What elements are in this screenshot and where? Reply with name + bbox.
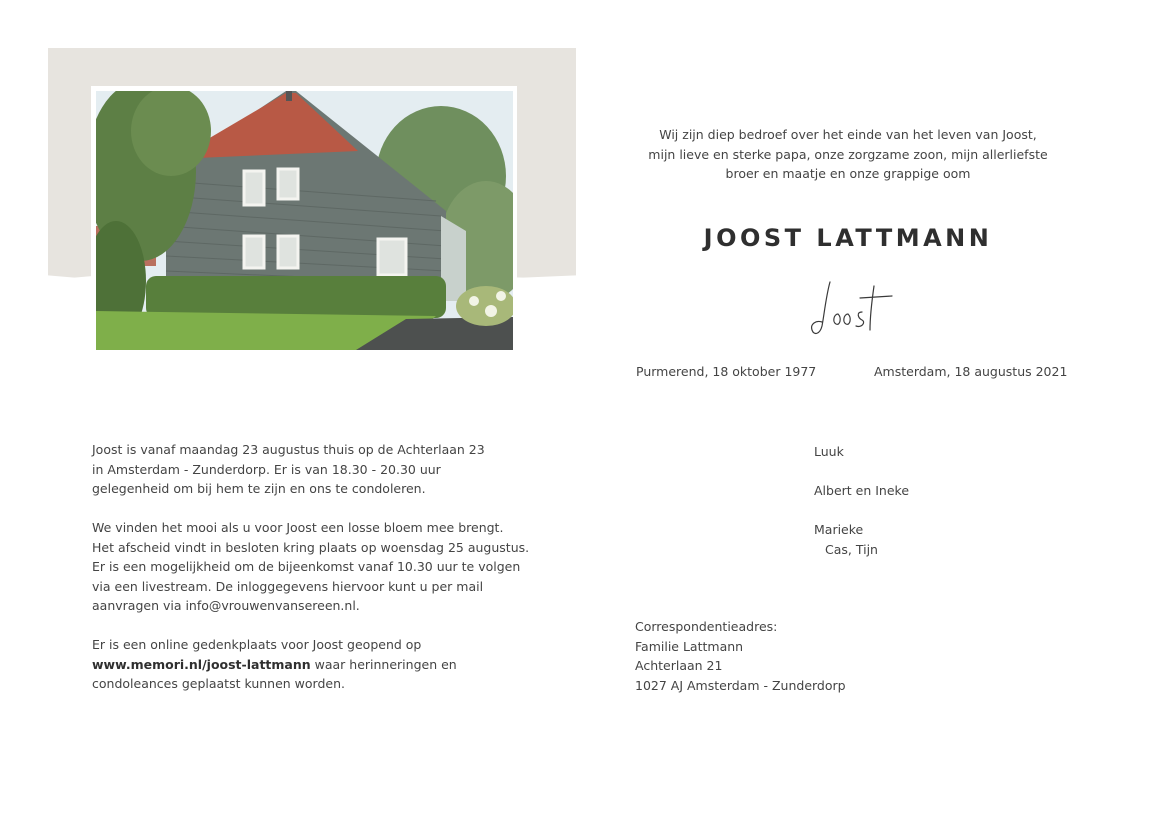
body-line: Er is een mogelijkheid om de bijeenkomst vanaf 10.30 uur te volgen	[92, 559, 521, 574]
family-member: Luuk	[814, 444, 844, 459]
intro-line: mijn lieve en sterke papa, onze zorgzame zoon, mijn allerliefste	[648, 146, 1048, 162]
intro-line: broer en maatje en onze grappige oom	[725, 166, 971, 181]
farewell-paragraph	[92, 518, 532, 616]
deceased-name: JOOST LATTMANN	[703, 224, 993, 252]
memorial-link[interactable]: www.memori.nl/joost-lattmann	[92, 656, 311, 672]
family-member-children: Cas, Tijn	[825, 541, 878, 557]
body-line: condoleances geplaatst kunnen worden.	[92, 676, 345, 691]
house-photo	[96, 91, 513, 350]
memorial-paragraph	[92, 635, 532, 694]
family-list	[814, 442, 1014, 559]
handwritten-signature	[808, 276, 898, 340]
birth-date: Purmerend, 18 oktober 1977	[636, 364, 817, 379]
intro-text	[636, 125, 1060, 184]
body-line: Er is een online gedenkplaats voor Joost geopend op	[92, 637, 422, 652]
body-line: Joost is vanaf maandag 23 augustus thuis op de Achterlaan 23	[92, 442, 485, 457]
body-line: We vinden het mooi als u voor Joost een losse bloem mee brengt.	[92, 520, 504, 535]
body-line: aanvragen via info@vrouwenvansereen.nl.	[92, 598, 360, 613]
family-member: Albert en Ineke	[814, 483, 910, 498]
body-line-rest: waar herinneringen en	[310, 656, 457, 672]
body-line: in Amsterdam - Zunderdorp. Er is van 18.30 - 20.30 uur	[92, 461, 441, 477]
address-line: 1027 AJ Amsterdam - Zunderdorp	[635, 677, 846, 693]
visitation-paragraph	[92, 440, 532, 499]
life-dates	[636, 364, 1068, 384]
body-line	[92, 655, 532, 675]
body-line: via een livestream. De inloggegevens hiervoor kunt u per mail	[92, 578, 484, 594]
correspondence-address	[635, 617, 935, 695]
announcement-body	[92, 440, 532, 694]
address-line: Achterlaan 21	[635, 658, 723, 673]
address-label: Correspondentieadres:	[635, 619, 778, 634]
address-line: Familie Lattmann	[635, 638, 744, 654]
body-line: Het afscheid vindt in besloten kring plaats op woensdag 25 augustus.	[92, 539, 530, 555]
family-member: Marieke	[814, 522, 864, 537]
body-line: gelegenheid om bij hem te zijn en ons te condoleren.	[92, 481, 426, 496]
intro-line: Wij zijn diep bedroef over het einde van het leven van Joost,	[659, 127, 1037, 142]
death-date: Amsterdam, 18 augustus 2021	[874, 364, 1068, 379]
